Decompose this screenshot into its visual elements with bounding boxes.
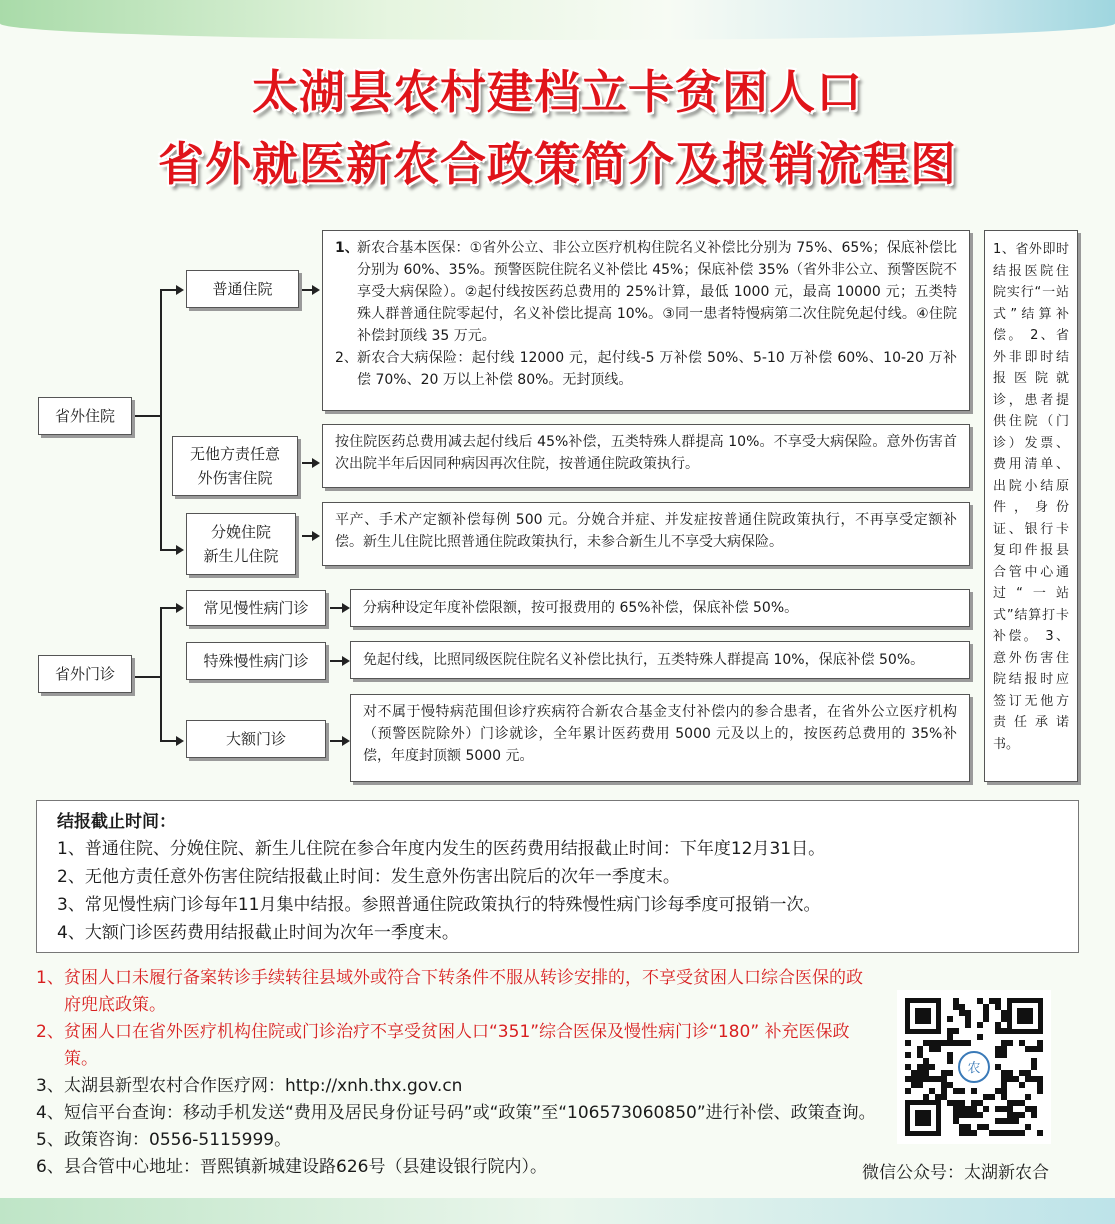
policy-item-text: 新农合大病保险：起付线 12000 元，起付线-5 万补偿 50%、5-10 万补偿 60%、10-20 万补偿 70%、20 万以上补偿 80%。无封顶线。 [357, 350, 957, 388]
arrow-icon [176, 736, 184, 746]
top-decoration [0, 0, 1115, 40]
policy-item-text: 新农合基本医保：①省外公立、非公立医疗机构住院名义补偿比分别为 75%、65%；保底补偿比分别为 60%、35%。预警医院住院名义补偿比 45%；保底补偿 35%（省外非公立、预警医院不享受大病保险）。②起付线按医药总费用的 25%计算，最低 1000 元，最高 10000 元；五类特殊人群普通住院零起付，名义补偿比提高 10%。③同一患者特慢病第二次住院免起付线。④住院补偿封顶线 35 万元。 [357, 240, 957, 344]
accident-inpatient-label-line1: 无他方责任意 [189, 445, 280, 463]
note-item [36, 1019, 876, 1073]
arrow-icon [312, 458, 320, 468]
bottom-decoration [0, 1198, 1115, 1224]
policy-item-num: 1、 [335, 240, 359, 256]
qr-code-icon [897, 990, 1051, 1144]
connector [134, 415, 162, 417]
arrow-icon [312, 531, 320, 541]
inpatient-category-label: 省外住院 [54, 407, 115, 425]
deadline-item: 2、无他方责任意外伤害住院结报截止时间：发生意外伤害出院后的次年一季度末。 [57, 867, 680, 887]
maternity-policy-text: 平产、手术产定额补偿每例 500 元。分娩合并症、并发症按普通住院政策执行，不再享受定额补偿。新生儿住院比照普通住院政策执行，未参合新生儿不享受大病保险。 [335, 512, 957, 550]
general-inpatient-policy [322, 230, 970, 411]
note-item [36, 1100, 876, 1127]
note-text: 贫困人口未履行备案转诊手续转往县域外或符合下转条件不服从转诊安排的，不享受贫困人口综合医保的政府兜底政策。 [64, 968, 863, 1015]
arrow-icon [176, 545, 184, 555]
accident-policy-text: 按住院医药总费用减去起付线后 45%补偿，五类特殊人群提高 10%。不享受大病保险。意外伤害首次出院半年后因同种病因再次住院，按普通住院政策执行。 [335, 434, 957, 472]
note-text: 县合管中心地址：晋熙镇新城建设路626号（县建设银行院内）。 [64, 1157, 547, 1177]
chronic-policy-text: 分病种设定年度补偿限额，按可报费用的 65%补偿，保底补偿 50%。 [363, 600, 799, 616]
deadline-heading: 结报截止时间： [57, 812, 176, 832]
connector [160, 289, 162, 551]
arrow-icon [342, 736, 350, 746]
arrow-icon [176, 285, 184, 295]
connector [160, 466, 162, 468]
page-title-line1: 太湖县农村建档立卡贫困人口 [252, 65, 863, 119]
website-note-text[interactable]: 太湖县新型农村合作医疗网：http://xnh.thx.gov.cn [64, 1076, 463, 1096]
side-note-text: 1、省外即时结报医院住院实行“一站式”结算补偿。 2、省外非即时结报医院就诊，患者提供住院（门诊）发票、费用清单、出院小结原件，身份证、银行卡复印件报县合管中心通过“一站式”结算打卡补偿。 3、意外伤害住院结报时应签订无他方责任承诺书。 [993, 242, 1069, 752]
special-chronic-outpatient-label: 特殊慢性病门诊 [203, 652, 309, 670]
qr-code[interactable] [897, 990, 1051, 1144]
accident-inpatient-policy [322, 424, 970, 488]
policy-item [335, 237, 957, 347]
accident-inpatient-box [172, 436, 298, 496]
note-num: 2、 [36, 1022, 64, 1042]
large-outpatient-label: 大额门诊 [225, 730, 286, 748]
policy-item-num: 2、 [335, 350, 358, 366]
notes-section [36, 965, 876, 1181]
note-num: 6、 [36, 1157, 64, 1177]
deadline-item: 3、常见慢性病门诊每年11月集中结报。参照普通住院政策执行的特殊慢性病门诊每季度可报销一次。 [57, 895, 821, 915]
deadline-item: 4、大额门诊医药费用结报截止时间为次年一季度末。 [57, 923, 459, 943]
note-num: 4、 [36, 1103, 64, 1123]
connector [134, 676, 162, 678]
maternity-label-line2: 新生儿住院 [203, 547, 279, 565]
arrow-icon [342, 603, 350, 613]
general-inpatient-box [186, 270, 299, 308]
note-text: 短信平台查询：移动手机发送“费用及居民身份证号码”或“政策”至“106573060850”进行补偿、政策查询。 [64, 1103, 876, 1123]
maternity-label-line1: 分娩住院 [210, 523, 271, 541]
page-title-line2: 省外就医新农合政策简介及报销流程图 [158, 137, 957, 191]
policy-item [335, 347, 957, 391]
large-outpatient-policy-text: 对不属于慢特病范围但诊疗疾病符合新农合基金支付补偿内的参合患者，在省外公立医疗机构（预警医院除外）门诊就诊，全年累计医药费用 5000 元及以上的，按医药总费用的 35%补偿，年度封顶额 5000 元。 [363, 704, 957, 764]
note-item [36, 1127, 876, 1154]
maternity-inpatient-policy [322, 502, 970, 566]
note-num: 1、 [36, 968, 64, 988]
chronic-outpatient-policy [350, 589, 970, 627]
special-chronic-outpatient-policy [350, 641, 970, 679]
chronic-outpatient-label: 常见慢性病门诊 [203, 599, 309, 617]
chronic-outpatient-box [186, 590, 326, 626]
connector [160, 607, 162, 742]
arrow-icon [312, 285, 320, 295]
note-text: 政策咨询：0556-5115999。 [64, 1130, 292, 1150]
qr-caption: 微信公众号：太湖新农合 [862, 1163, 1049, 1183]
note-text: 贫困人口在省外医疗机构住院或门诊治疗不享受贫困人口“351”综合医保及慢性病门诊“180” 补充医保政策。 [64, 1022, 850, 1069]
note-num: 5、 [36, 1130, 64, 1150]
note-item [36, 965, 876, 1019]
note-item [36, 1073, 876, 1100]
special-chronic-policy-text: 免起付线，比照同级医院住院名义补偿比执行，五类特殊人群提高 10%，保底补偿 50%。 [363, 652, 925, 668]
note-item [36, 1154, 876, 1181]
accident-inpatient-label-line2: 外伤害住院 [197, 469, 273, 487]
inpatient-category-box [38, 397, 132, 435]
arrow-icon [176, 603, 184, 613]
note-num: 3、 [36, 1076, 64, 1096]
arrow-icon [342, 656, 350, 666]
large-outpatient-box [186, 720, 326, 758]
general-inpatient-label: 普通住院 [212, 280, 273, 298]
outpatient-category-box [38, 655, 132, 693]
outpatient-category-label: 省外门诊 [54, 665, 115, 683]
large-outpatient-policy [350, 694, 970, 782]
side-note [984, 230, 1078, 782]
maternity-inpatient-box [186, 513, 296, 575]
deadline-section [36, 800, 1079, 953]
qr-logo-glyph: 农 [967, 1061, 981, 1076]
special-chronic-outpatient-box [186, 642, 326, 680]
deadline-item: 1、普通住院、分娩住院、新生儿住院在参合年度内发生的医药费用结报截止时间：下年度12月31日。 [57, 839, 826, 859]
